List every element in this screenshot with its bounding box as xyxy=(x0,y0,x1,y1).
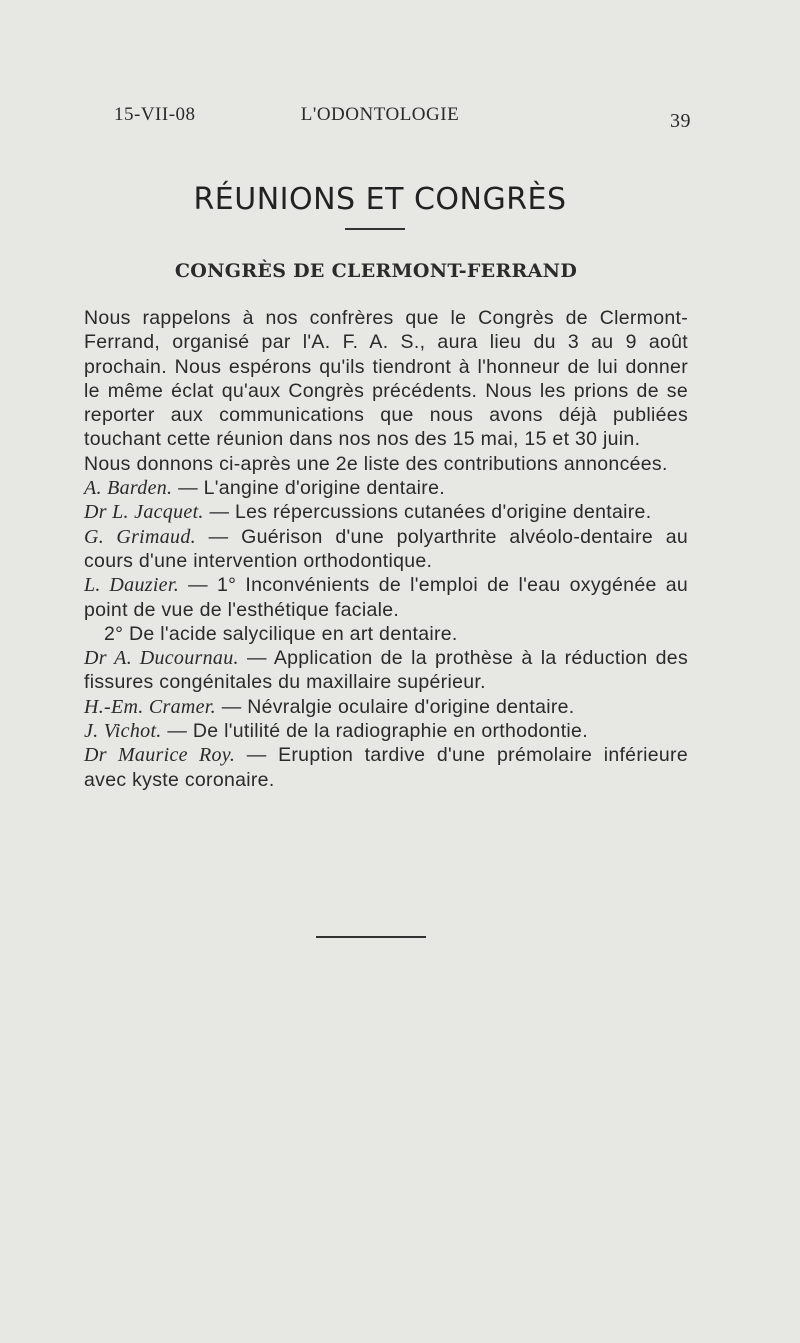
list-item xyxy=(84,622,688,646)
contribution-title: — L'angine d'origine dentaire. xyxy=(178,477,445,500)
list-item xyxy=(84,500,688,524)
contribution-list xyxy=(84,476,688,792)
list-item xyxy=(84,695,688,719)
list-intro-paragraph xyxy=(84,452,688,476)
list-item xyxy=(84,743,688,792)
section-title: RÉUNIONS ET CONGRÈS xyxy=(193,182,567,217)
contribution-author: A. Barden. xyxy=(84,477,173,500)
contribution-author: L. Dauzier. xyxy=(84,574,180,597)
header-date: 15-VII-08 xyxy=(114,104,196,125)
page-number: 39 xyxy=(670,110,691,132)
contribution-author: G. Grimaud. xyxy=(84,525,196,548)
header-journal-title: L'ODONTOLOGIE xyxy=(300,104,460,125)
running-header xyxy=(0,104,800,134)
contribution-title: — Guérison d'une polyarthrite alvéolo-dentaire au cours d'une intervention orthodontique. xyxy=(84,525,688,572)
contribution-author: J. Vichot. xyxy=(84,720,162,743)
list-item xyxy=(84,719,688,743)
contribution-title: — Application de la prothèse à la réduction des fissures congénitales du maxillaire supérieur. xyxy=(84,647,688,694)
contribution-title: — Les répercussions cutanées d'origine dentaire. xyxy=(209,501,652,524)
article-title: CONGRÈS DE CLERMONT-FERRAND xyxy=(174,260,578,282)
contribution-author: Dr Maurice Roy. xyxy=(84,744,236,767)
list-item xyxy=(84,573,688,622)
contribution-author: Dr A. Ducournau. xyxy=(84,647,239,670)
article-body xyxy=(84,306,688,792)
intro-text: Nous rappelons à nos confrères que le Congrès de Clermont-Ferrand, organisé par l'A. F. A. S., aura lieu du 3 au 9 août prochain. Nous espérons qu'ils tiendront à l'honneur de lui donner le même éclat qu'aux Congrès précédents. Nous les prions de se reporter aux communications que nous avons déjà publiées touchant cette réunion dans nos nos des 15 mai, 15 et 30 juin. xyxy=(84,307,688,451)
end-rule xyxy=(316,936,426,938)
contribution-title: — De l'utilité de la radiographie en orthodontie. xyxy=(167,720,588,743)
intro-paragraph xyxy=(84,306,688,452)
contribution-title: 2° De l'acide salycilique en art dentaire. xyxy=(104,622,458,645)
contribution-author: H.-Em. Cramer. xyxy=(84,695,216,718)
list-intro-text: Nous donnons ci-après une 2e liste des contributions annoncées. xyxy=(84,452,668,475)
contribution-author: Dr L. Jacquet. xyxy=(84,501,204,524)
list-item xyxy=(84,476,688,500)
list-item xyxy=(84,525,688,574)
list-item xyxy=(84,646,688,695)
title-rule xyxy=(345,228,405,230)
contribution-title: — 1° Inconvénients de l'emploi de l'eau oxygénée au point de vue de l'esthétique faciale. xyxy=(84,574,688,621)
contribution-title: — Névralgie oculaire d'origine dentaire. xyxy=(221,695,575,718)
contribution-title: — Eruption tardive d'une prémolaire inférieure avec kyste coronaire. xyxy=(84,744,688,791)
